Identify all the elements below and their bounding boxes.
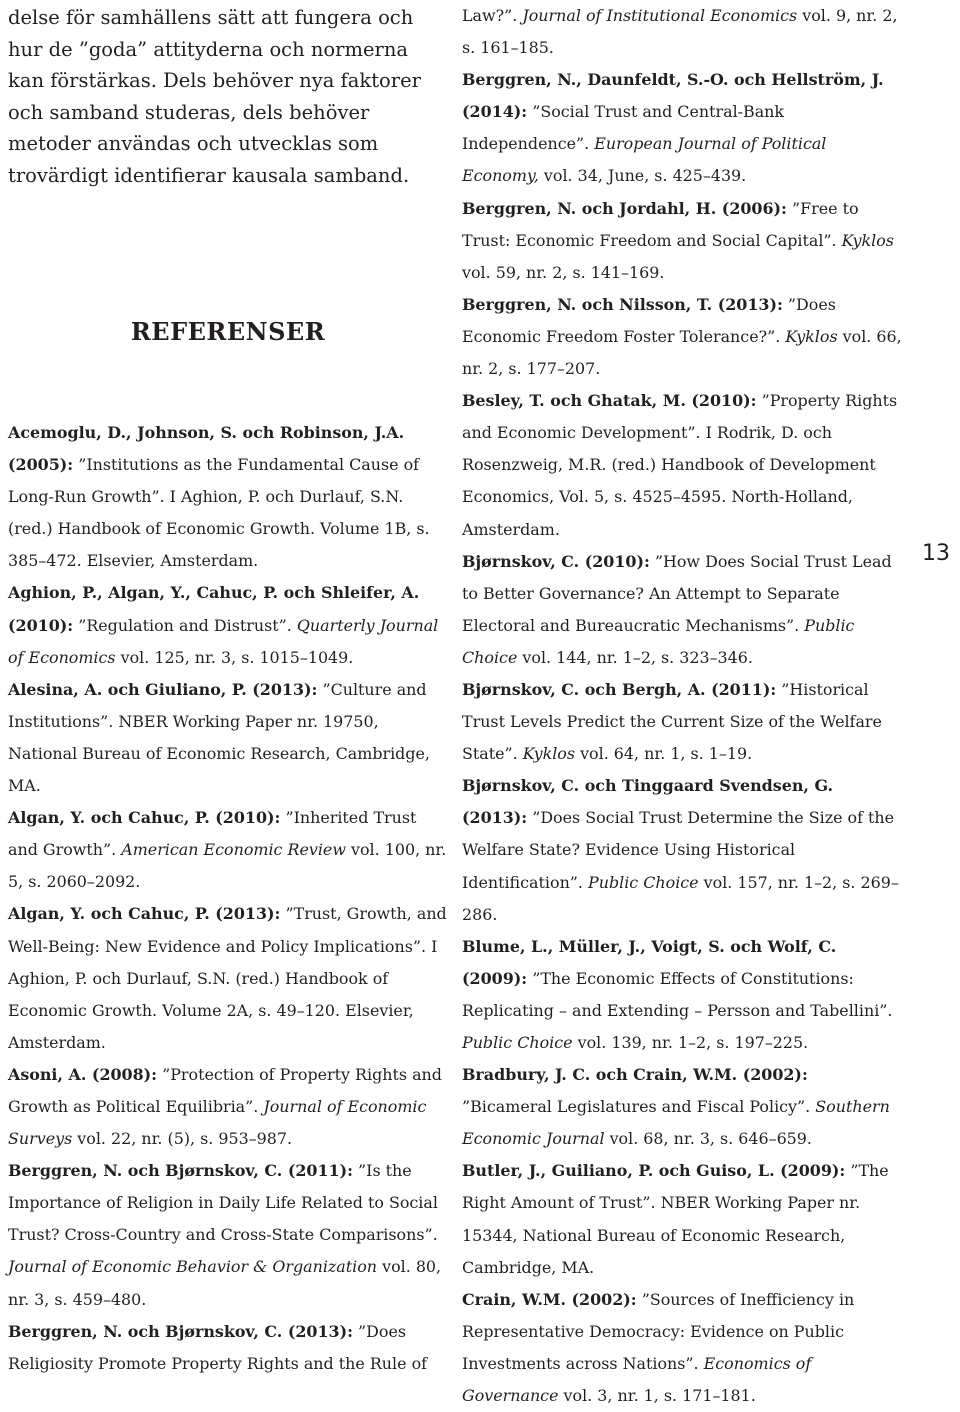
reference-text: ”Is the Importance of Religion in Daily Life Related to Social Trust? Cross-Country and Cross-State Comparisons”. [8,1161,438,1245]
reference-venue: Public Choice [462,1033,573,1052]
reference-details: vol. 34, June, s. 425–439. [538,166,747,186]
reference-details: vol. 100, nr. 5, s. 2060–2092. [8,840,447,892]
reference-text: ”The Economic Effects of Constitutions: Replicating – and Extending – Persson and Tabellini”. [462,968,893,1020]
reference-details: vol. 64, nr. 1, s. 1–19. [575,744,753,764]
reference-entry [8,1316,448,1380]
reference-text: ”Social Trust and Central-Bank Independence”. [462,102,785,154]
reference-entry [8,802,448,898]
reference-authors: Besley, T. och Ghatak, M. (2010): [462,391,757,411]
reference-authors: Algan, Y. och Cahuc, P. (2010): [8,808,281,828]
reference-entry [462,64,902,192]
intro-paragraph: delse för samhällens sätt att fungera och hur de ”goda” attityderna och normerna kan förstärkas. Dels behöver nya faktorer och samband studeras, dels behöver metoder användas och utvecklas som trovärdigt identifierar kausala samband. [8,6,421,187]
reference-authors: Alesina, A. och Giuliano, P. (2013): [8,679,318,699]
reference-entry [8,674,448,802]
reference-text: ”The Right Amount of Trust”. NBER Working Paper nr. 15344, National Bureau of Economic Research, Cambridge, MA. [462,1161,889,1277]
reference-text: ”Inherited Trust and Growth”. [8,808,417,860]
reference-text: Law?”. [462,6,523,25]
reference-entry [462,289,902,385]
reference-details: vol. 80, nr. 3, s. 459–480. [8,1257,442,1309]
reference-venue: Quarterly Journal of Economics [8,615,439,667]
reference-details: vol. 3, nr. 1, s. 171–181. [558,1386,756,1406]
reference-text: ”Property Rights and Economic Development”. I Rodrik, D. och Rosenzweig, M.R. (red.) Handbook of Development Economics, Vol. 5, s. 4525–4595. North-Holland, Amsterdam. [462,391,898,539]
reference-entry [462,674,902,770]
reference-text: ”Free to Trust: Economic Freedom and Social Capital”. [462,198,859,250]
reference-text: ”Sources of Inefficiency in Representative Democracy: Evidence on Public Investments across Nations”. [462,1289,855,1373]
reference-authors: Butler, J., Guiliano, P. och Guiso, L. (2009): [462,1161,846,1181]
reference-entry [462,1059,902,1155]
reference-venue: European Journal of Political Economy, [462,134,827,186]
reference-entry [462,0,902,64]
reference-entry [462,770,902,930]
reference-authors: Acemoglu, D., Johnson, S. och Robinson, J.A. (2005): [8,423,405,475]
reference-text: ”Does Social Trust Determine the Size of the Welfare State? Evidence Using Historical Identification”. [462,808,895,892]
reference-entry [462,1155,902,1283]
reference-authors: Berggren, N. och Nilsson, T. (2013): [462,294,783,314]
reference-venue: Southern Economic Journal [462,1097,890,1149]
reference-venue: Kyklos [841,230,894,250]
reference-entry [462,1284,902,1412]
reference-list-right [462,0,902,1412]
reference-authors: Berggren, N. och Jordahl, H. (2006): [462,198,787,218]
reference-details: vol. 139, nr. 1–2, s. 197–225. [572,1033,809,1052]
reference-text: ”Culture and Institutions”. NBER Working Paper nr. 19750, National Bureau of Economic Research, Cambridge, MA. [8,679,430,796]
reference-venue: Journal of Economic Behavior & Organization [8,1257,378,1277]
reference-authors: Berggren, N. och Bjørnskov, C. (2013): [8,1321,353,1341]
reference-text: ”Bicameral Legislatures and Fiscal Policy”. [462,1097,816,1117]
reference-entry [8,898,448,1058]
reference-venue: Kyklos [522,744,576,764]
reference-details: vol. 68, nr. 3, s. 646–659. [604,1129,812,1149]
left-column [8,0,448,1373]
reference-entry [8,1059,448,1155]
reference-authors: Bjørnskov, C. och Tinggaard Svendsen, G. (2013): [462,776,833,828]
reference-list-left [8,417,448,1380]
reference-text: ”Regulation and Distrust”. [73,615,297,635]
reference-authors: Aghion, P., Algan, Y., Cahuc, P. och Shleifer, A. (2010): [8,583,420,635]
reference-authors: Crain, W.M. (2002): [462,1289,637,1309]
reference-entry [462,931,902,1059]
reference-details: vol. 59, nr. 2, s. 141–169. [462,262,665,282]
reference-venue: Journal of Economic Surveys [8,1096,427,1149]
reference-text: ”Historical Trust Levels Predict the Current Size of the Welfare State”. [462,679,882,764]
reference-authors: Berggren, N., Daunfeldt, S.-O. och Hellström, J. (2014): [462,70,884,122]
reference-text: ”Protection of Property Rights and Growth as Political Equilibria”. [8,1064,442,1116]
reference-text: ”How Does Social Trust Lead to Better Governance? An Attempt to Separate Electoral and Bureaucratic Mechanisms”. [462,551,892,635]
reference-venue: Public Choice [588,872,699,892]
reference-venue: Journal of Institutional Economics [522,6,798,25]
reference-authors: Blume, L., Müller, J., Voigt, S. och Wolf, C. (2009): [462,936,837,988]
reference-entry [462,385,902,545]
reference-venue: Public Choice [462,615,855,667]
reference-entry [8,1155,448,1315]
reference-venue: Kyklos [785,326,838,346]
page-number: 13 [922,541,950,566]
reference-entry [8,417,448,577]
reference-text: ”Does Religiosity Promote Property Rights and the Rule of [8,1321,428,1373]
references-heading: REFERENSER [130,317,326,346]
reference-entry [8,577,448,673]
reference-authors: Bjørnskov, C. och Bergh, A. (2011): [462,679,777,699]
reference-text: ”Institutions as the Fundamental Cause of Long-Run Growth”. I Aghion, P. och Durlauf, S.N. (red.) Handbook of Economic Growth. Volume 1B, s. 385–472. Elsevier, Amsterdam. [8,455,430,571]
reference-authors: Bradbury, J. C. och Crain, W.M. (2002): [462,1065,808,1085]
reference-authors: Algan, Y. och Cahuc, P. (2013): [8,904,281,924]
reference-text: ”Does Economic Freedom Foster Tolerance?”. [462,294,836,346]
reference-details: vol. 125, nr. 3, s. 1015–1049. [115,647,354,667]
reference-details: vol. 157, nr. 1–2, s. 269–286. [462,872,899,924]
reference-authors: Asoni, A. (2008): [8,1064,158,1084]
reference-details: vol. 9, nr. 2, s. 161–185. [462,6,898,58]
reference-details: vol. 22, nr. (5), s. 953–987. [72,1129,293,1149]
reference-entry [462,193,902,289]
reference-text: ”Trust, Growth, and Well-Being: New Evidence and Policy Implications”. I Aghion, P. och Durlauf, S.N. (red.) Handbook of Economic Growth. Volume 2A, s. 49–120. Elsevier, Amsterdam. [8,904,447,1052]
reference-authors: Berggren, N. och Bjørnskov, C. (2011): [8,1161,353,1181]
reference-authors: Bjørnskov, C. (2010): [462,551,650,571]
reference-venue: American Economic Review [121,840,346,860]
reference-entry [462,546,902,674]
reference-details: vol. 144, nr. 1–2, s. 323–346. [517,647,753,667]
reference-venue: Economics of Governance [462,1353,812,1406]
reference-details: vol. 66, nr. 2, s. 177–207. [462,326,902,379]
